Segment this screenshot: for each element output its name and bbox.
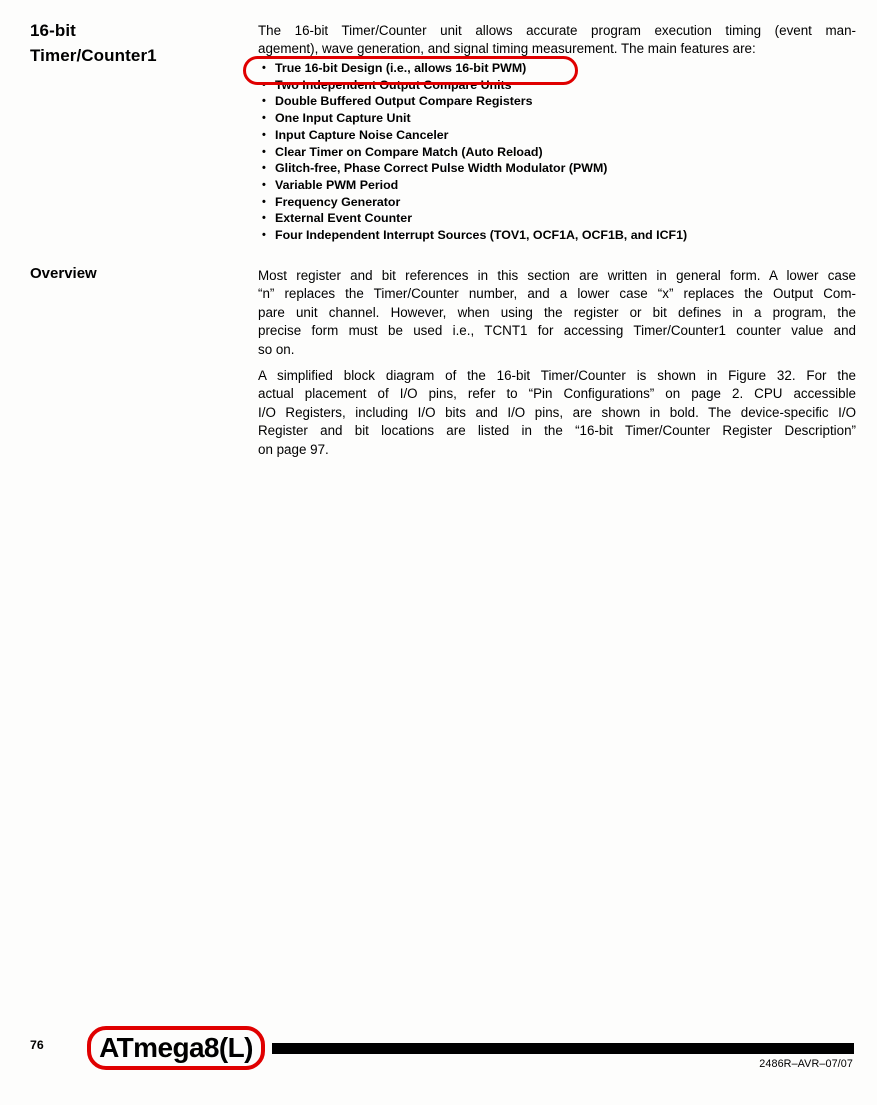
overview-paragraph-2 bbox=[258, 367, 856, 459]
text-line: The 16-bit Timer/Counter unit allows accurate program execution timing (event man- bbox=[258, 23, 856, 38]
list-item bbox=[262, 93, 862, 110]
page-number: 76 bbox=[30, 1038, 44, 1052]
bullet-icon: • bbox=[262, 95, 266, 108]
bullet-icon: • bbox=[262, 78, 266, 91]
bullet-icon: • bbox=[262, 229, 266, 242]
overview-paragraph-1 bbox=[258, 267, 856, 359]
feature-label: One Input Capture Unit bbox=[275, 111, 411, 126]
list-item bbox=[262, 177, 862, 194]
bullet-icon: • bbox=[262, 128, 266, 141]
feature-label: Variable PWM Period bbox=[275, 177, 399, 192]
feature-label: Clear Timer on Compare Match (Auto Reload) bbox=[275, 144, 543, 159]
feature-label: Double Buffered Output Compare Registers bbox=[275, 94, 533, 109]
annotation-oval-feature bbox=[243, 56, 578, 85]
feature-label: Frequency Generator bbox=[275, 194, 401, 209]
intro-paragraph bbox=[258, 22, 856, 59]
section-heading-line: Timer/Counter1 bbox=[30, 46, 157, 65]
text-line: precise form must be used i.e., TCNT1 for accessing Timer/Counter1 counter value and bbox=[258, 323, 856, 339]
feature-label: Input Capture Noise Canceler bbox=[275, 127, 449, 142]
text-line: “n” replaces the Timer/Counter number, and a lower case “x” replaces the Output Com- bbox=[258, 286, 856, 302]
text-line: I/O Registers, including I/O bits and I/O pins, are shown in bold. The device-specific I/O bbox=[258, 404, 856, 420]
footer-rule bbox=[272, 1043, 854, 1054]
text-line: so on. bbox=[258, 341, 295, 357]
text-line: on page 97. bbox=[258, 441, 329, 457]
bullet-icon: • bbox=[262, 195, 266, 208]
feature-label: Glitch-free, Phase Correct Pulse Width Modulator (PWM) bbox=[275, 161, 608, 176]
bullet-icon: • bbox=[262, 178, 266, 191]
list-item bbox=[262, 210, 862, 227]
text-line: pare unit channel. However, when using the register or bit defines in a program, the bbox=[258, 304, 856, 320]
bullet-icon: • bbox=[262, 112, 266, 125]
list-item bbox=[262, 144, 862, 161]
list-item bbox=[262, 227, 862, 244]
bullet-icon: • bbox=[262, 212, 266, 225]
doc-number: 2486R–AVR–07/07 bbox=[759, 1058, 853, 1070]
text-line: A simplified block diagram of the 16-bit Timer/Counter is shown in Figure 32. For the bbox=[258, 368, 856, 383]
text-line: agement), wave generation, and signal timing measurement. The main features are: bbox=[258, 41, 756, 57]
feature-label: Two Independent Output Compare Units bbox=[275, 77, 512, 92]
bullet-icon: • bbox=[262, 162, 266, 175]
overview-heading: Overview bbox=[30, 265, 97, 282]
feature-label: External Event Counter bbox=[275, 211, 413, 226]
bullet-icon: • bbox=[262, 62, 266, 74]
list-item bbox=[262, 127, 862, 144]
section-heading-line: 16-bit bbox=[30, 21, 76, 40]
list-item bbox=[262, 110, 862, 127]
text-line: Most register and bit references in this section are written in general form. A lower case bbox=[258, 268, 856, 283]
feature-label: True 16-bit Design (i.e., allows 16-bit PWM) bbox=[275, 61, 527, 75]
annotation-oval-chip bbox=[87, 1026, 265, 1070]
section-heading bbox=[30, 18, 240, 68]
list-item bbox=[262, 160, 862, 177]
text-line: Register and bit locations are listed in the “16-bit Timer/Counter Register Description” bbox=[258, 423, 856, 439]
chip-name: ATmega8(L) bbox=[99, 1032, 253, 1063]
feature-label: Four Independent Interrupt Sources (TOV1, OCF1A, OCF1B, and ICF1) bbox=[275, 228, 688, 243]
list-item bbox=[262, 194, 862, 211]
bullet-icon: • bbox=[262, 145, 266, 158]
text-line: actual placement of I/O pins, refer to “Pin Configurations” on page 2. CPU accessible bbox=[258, 386, 856, 402]
features-list bbox=[262, 60, 862, 244]
